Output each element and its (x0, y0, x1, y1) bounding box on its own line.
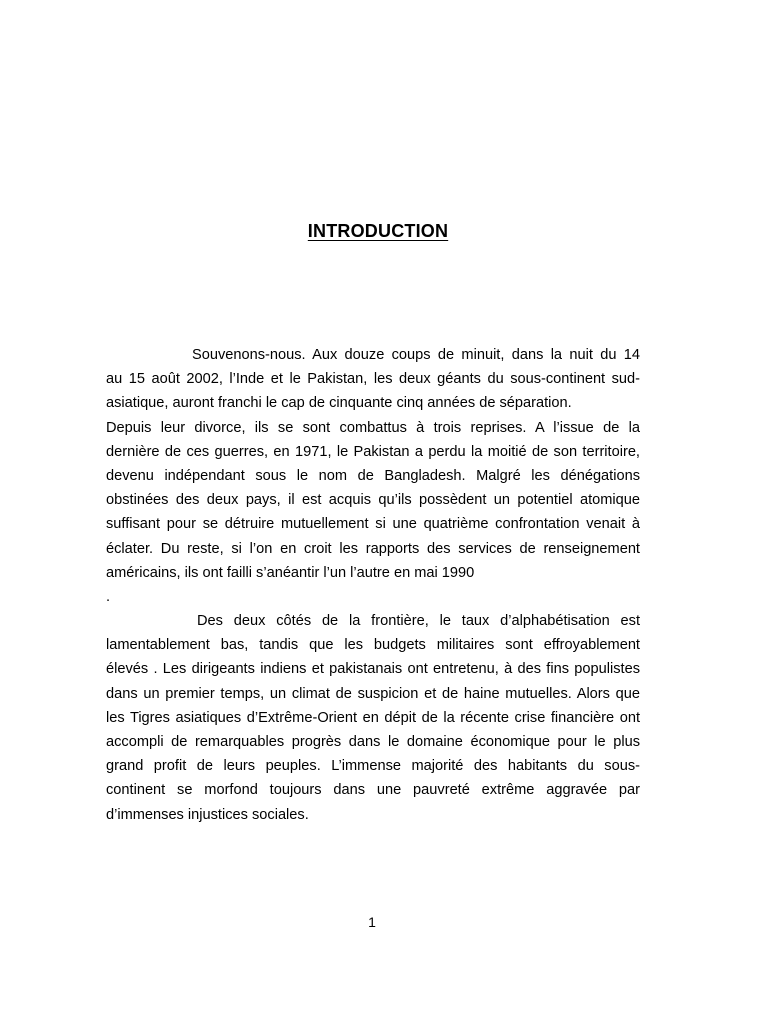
paragraph-line: grand profit de leurs peuples. L’immense majorité des habitants du sous- (106, 758, 640, 775)
paragraph-line: obstinées des deux pays, il est acquis qu’ils possèdent un potentiel atomique (106, 492, 640, 509)
paragraph-line: lamentablement bas, tandis que les budgets militaires sont effroyablement (106, 637, 640, 654)
paragraph-line: Souvenons-nous. Aux douze coups de minuit, dans la nuit du 14 (192, 347, 640, 363)
paragraph-line: d’immenses injustices sociales. (106, 806, 309, 823)
paragraph-line: devenu indépendant sous le nom de Bangladesh. Malgré les dénégations (106, 467, 640, 484)
paragraph-line: dans un premier temps, un climat de suspicion et de haine mutuelles. Alors que (106, 685, 640, 702)
paragraph-line: Depuis leur divorce, ils se sont combattus à trois reprises. A l’issue de la (106, 419, 640, 436)
paragraph-1 (106, 343, 640, 609)
paragraph-line: américains, ils ont failli s’anéantir l’un l’autre en mai 1990 (106, 564, 475, 581)
paragraph-line: éclater. Du reste, si l’on en croit les rapports des services de renseignement (106, 540, 640, 557)
paragraph-line: dernière de ces guerres, en 1971, le Pakistan a perdu la moitié de son territoire, (106, 443, 640, 460)
page-number: 1 (368, 914, 376, 930)
paragraph-line: asiatique, auront franchi le cap de cinquante cinq années de séparation. (106, 395, 572, 412)
paragraph-line: les Tigres asiatiques d’Extrême-Orient en dépit de la récente crise financière ont (106, 709, 640, 726)
page-title: INTRODUCTION (307, 221, 449, 241)
paragraph-line: continent se morfond toujours dans une pauvreté extrême aggravée par (106, 782, 640, 799)
paragraph-line: accompli de remarquables progrès dans le domaine économique pour le plus (106, 733, 640, 750)
paragraph-line: au 15 août 2002, l’Inde et le Pakistan, les deux géants du sous-continent sud- (106, 371, 640, 388)
paragraph-line: élevés . Les dirigeants indiens et pakistanais ont entretenu, à des fins populistes (106, 661, 640, 678)
paragraph-line: Des deux côtés de la frontière, le taux d’alphabétisation est (197, 613, 640, 629)
paragraph-line: suffisant pour se détruire mutuellement si une quatrième confrontation venait à (106, 516, 640, 533)
paragraph-2 (106, 609, 640, 827)
paragraph-line: . (106, 588, 111, 605)
